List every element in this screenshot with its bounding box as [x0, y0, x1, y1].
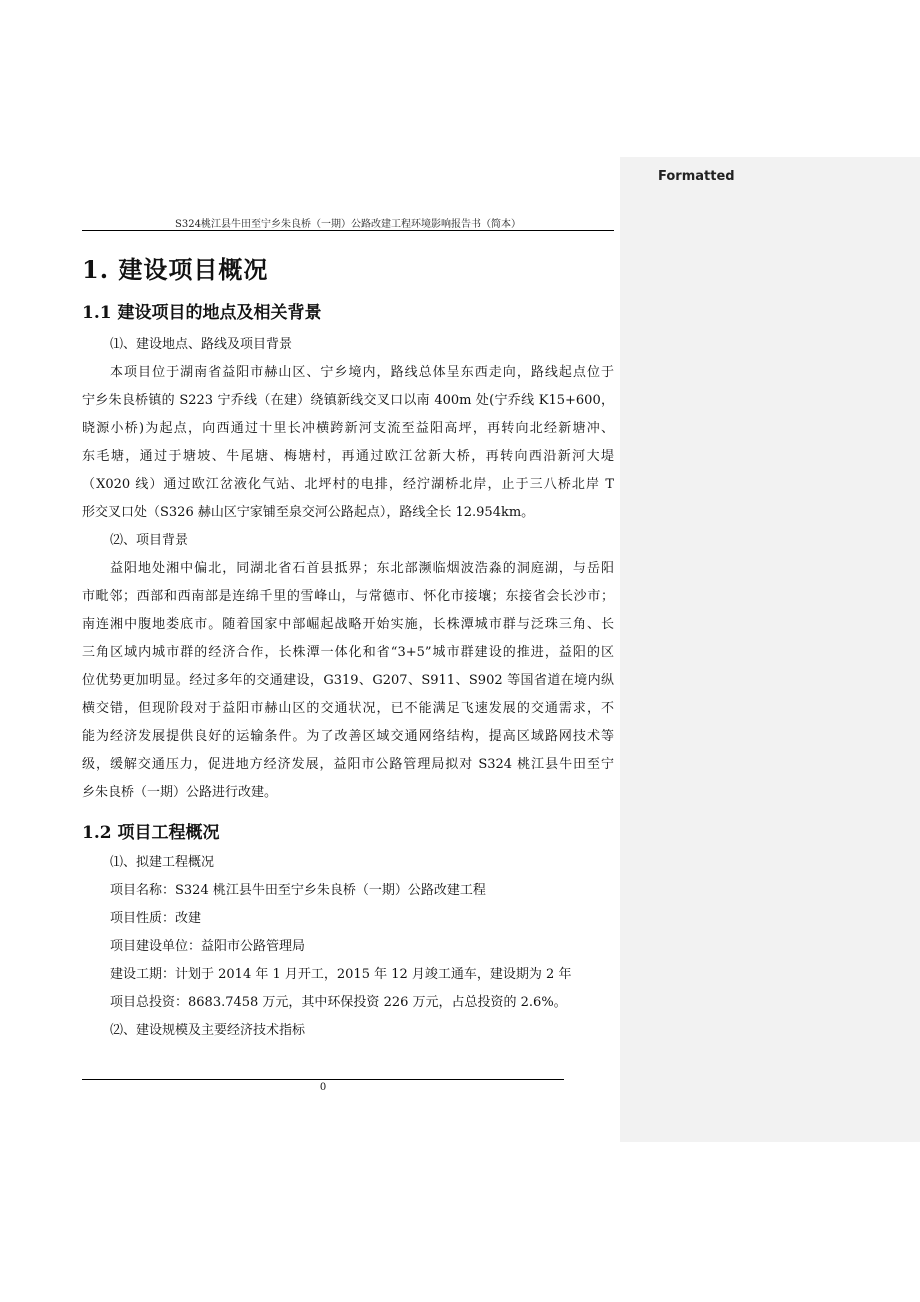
detail-line: 项目性质：改建: [110, 911, 202, 926]
header-rule: [82, 230, 614, 231]
para1-line: 东毛塘，通过于塘坡、牛尾塘、梅塘村，再通过欧江岔新大桥，再转向西沿新河大堤: [82, 449, 614, 464]
section-1-1-item1: ⑴、建设地点、路线及项目背景: [110, 337, 293, 352]
para2-line: 市毗邻；西部和西南部是连绵千里的雪峰山，与常德市、怀化市接壤；东接省会长沙市；: [82, 589, 614, 604]
para1-line: 本项目位于湖南省益阳市赫山区、宁乡境内，路线总体呈东西走向，路线起点位于: [110, 365, 614, 380]
para1-line: 宁乡朱良桥镇的 S223 宁乔线（在建）绕镇新线交叉口以南 400m 处(宁乔线 K15+600，: [82, 393, 614, 408]
detail-line: 项目总投资：8683.7458 万元，其中环保投资 226 万元，占总投资的 2.6%。: [110, 995, 567, 1010]
heading-1: 1. 建设项目概况: [82, 255, 269, 284]
para2-line: 益阳地处湘中偏北，同湖北省石首县抵界；东北部濒临烟波浩淼的洞庭湖，与岳阳: [110, 561, 614, 576]
detail-line: 建设工期：计划于 2014 年 1 月开工，2015 年 12 月竣工通车，建设期为 2 年: [110, 967, 572, 982]
para2-line: 级，缓解交通压力，促进地方经济发展，益阳市公路管理局拟对 S324 桃江县牛田至宁: [82, 757, 614, 772]
comment-pane-title: Formatted: [658, 169, 735, 184]
para2-line: 横交错，但现阶段对于益阳市赫山区的交通状况，已不能满足飞速发展的交通需求，不: [82, 701, 614, 716]
detail-line: 项目建设单位：益阳市公路管理局: [110, 939, 306, 954]
section-1-2-item1: ⑴、拟建工程概况: [110, 855, 215, 870]
footer-rule: [82, 1079, 564, 1080]
para1-line: 晓源小桥)为起点，向西通过十里长冲横跨新河支流至益阳高坪，再转向北经新塘冲、: [82, 421, 614, 436]
para2-line: 南连湘中腹地娄底市。随着国家中部崛起战略开始实施，长株潭城市群与泛珠三角、长: [82, 617, 614, 632]
section-1-2-title: 1.2 项目工程概况: [82, 823, 220, 843]
para2-line: 乡朱良桥（一期）公路进行改建。: [82, 785, 278, 800]
para1-line: （X020 线）通过欧江岔液化气站、北坪村的电排，经泞湖桥北岸，止于三八桥北岸 T: [82, 477, 614, 492]
para2-line: 能为经济发展提供良好的运输条件。为了改善区域交通网络结构，提高区域路网技术等: [82, 729, 614, 744]
running-header: S324桃江县牛田至宁乡朱良桥（一期）公路改建工程环境影响报告书（简本）: [175, 219, 521, 230]
page-number: 0: [319, 1082, 327, 1093]
para1-line: 形交叉口处（S326 赫山区宁家铺至泉交河公路起点），路线全长 12.954km。: [82, 505, 535, 520]
comment-pane: [620, 157, 920, 1142]
detail-line: 项目名称：S324 桃江县牛田至宁乡朱良桥（一期）公路改建工程: [110, 883, 486, 898]
section-1-1-item2: ⑵、项目背景: [110, 533, 189, 548]
section-1-1-title: 1.1 建设项目的地点及相关背景: [82, 303, 322, 323]
para2-line: 三角区域内城市群的经济合作，长株潭一体化和省“3+5”城市群建设的推进，益阳的区: [82, 645, 614, 660]
para2-line: 位优势更加明显。经过多年的交通建设，G319、G207、S911、S902 等国省道在境内纵: [82, 673, 614, 688]
section-1-2-item2: ⑵、建设规模及主要经济技术指标: [110, 1023, 306, 1038]
